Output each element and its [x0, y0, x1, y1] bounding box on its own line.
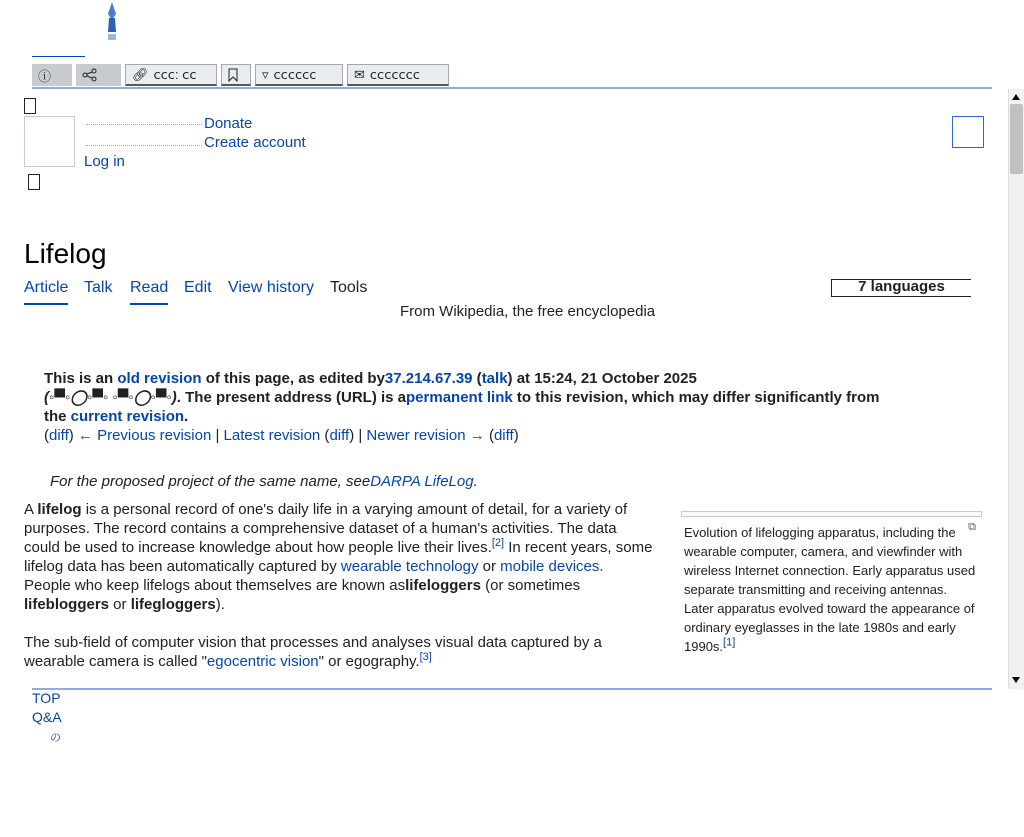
tab-talk[interactable]: Talk: [84, 279, 113, 296]
scroll-up-icon[interactable]: [1010, 90, 1022, 104]
tab-tools[interactable]: Tools: [330, 279, 368, 296]
footer-divider: [32, 688, 992, 690]
main-menu-checkbox[interactable]: [24, 98, 36, 114]
tab-view-history[interactable]: View history: [228, 279, 314, 296]
wiki-logo-placeholder[interactable]: [24, 116, 75, 167]
diff-link[interactable]: diff: [49, 427, 69, 444]
wearable-technology-link[interactable]: wearable technology: [340, 558, 479, 575]
divider-dots: [86, 124, 202, 125]
tagline: From Wikipedia, the free encyclopedia: [400, 303, 656, 320]
scrollbar-thumb[interactable]: [1010, 104, 1023, 174]
toc-checkbox[interactable]: [28, 174, 40, 190]
page-scrollbar[interactable]: [1008, 89, 1024, 689]
link-icon: 🔗︎: [132, 66, 149, 82]
dropdown-button[interactable]: [255, 64, 343, 86]
bookmark-icon: [228, 68, 238, 82]
dropdown-label: ⅽⅽⅽⅽⅽⅽ: [273, 66, 317, 82]
scroll-down-icon[interactable]: [1010, 673, 1022, 687]
thumbnail-figure: [681, 511, 982, 656]
diff-link[interactable]: diff: [329, 427, 350, 444]
info-icon: ⓘ: [38, 68, 52, 84]
link-button[interactable]: [125, 64, 217, 86]
ref-link[interactable]: [1]: [723, 636, 736, 649]
footer-glyph-link[interactable]: の: [50, 732, 61, 744]
thumbnail-caption: Evolution of lifelogging apparatus, including the wearable computer, camera, and viewfinder with wireless Internet connection. Early apparatus used separate transmitting and receiving antennas. Later apparatus evolved toward the appearance of ordinary eyeglasses in the late 1980s and early 1990s.[1]: [684, 525, 976, 654]
revision-notice: This is an old revision of this page, as edited by37.214.67.39 (talk) at 15:24, 21 October 2025 (◦▀◦◯◦▀◦ ◦▀◦◯◦▀◦). The present address (URL) is apermanent link to this revision, which may differ significantly from the current revision. (diff) ← Previous revision | Latest revision (diff) | Newer revision → (diff): [44, 370, 880, 444]
second-paragraph: The sub-field of computer vision that processes and analyses visual data captured by a wearable camera is called "egocentric vision" or egography.[3]: [24, 634, 602, 670]
triangle-down-icon: ▿: [262, 66, 269, 82]
tab-article[interactable]: Article: [24, 279, 68, 305]
divider-dots: [86, 145, 202, 146]
share-button[interactable]: [76, 64, 121, 86]
darpa-lifelog-link[interactable]: DARPA LifeLog: [370, 473, 474, 490]
mobile-devices-link[interactable]: mobile devices: [500, 558, 600, 575]
share-icon: [82, 68, 98, 82]
info-button[interactable]: [32, 64, 72, 86]
newer-revision-link[interactable]: Newer revision →: [366, 427, 485, 444]
latest-revision-link[interactable]: Latest revision: [223, 427, 321, 444]
mail-icon: ✉: [354, 66, 365, 82]
donate-link[interactable]: Donate: [204, 115, 253, 132]
toolbar-divider: [32, 87, 992, 89]
site-logo[interactable]: [104, 0, 120, 44]
mail-label: ⅽⅽⅽⅽⅽⅽⅽ: [369, 66, 420, 82]
diff-link[interactable]: diff: [493, 427, 514, 444]
top-link[interactable]: TOP: [32, 690, 61, 706]
hatnote: For the proposed project of the same name, seeDARPA LifeLog.: [50, 473, 478, 490]
create-account-link[interactable]: Create account: [204, 134, 306, 151]
ref-link[interactable]: [2]: [491, 537, 505, 549]
talk-link[interactable]: talk: [481, 370, 508, 387]
ref-link[interactable]: [3]: [419, 651, 432, 663]
permanent-link[interactable]: permanent link: [406, 389, 513, 406]
tab-read[interactable]: Read: [130, 279, 168, 305]
logo-underline: [32, 56, 85, 57]
qa-link[interactable]: Q&A: [32, 709, 62, 725]
enlarge-icon[interactable]: ⧉: [968, 521, 976, 533]
egocentric-vision-link[interactable]: egocentric vision: [206, 653, 319, 670]
current-revision-link[interactable]: current revision: [70, 408, 185, 425]
tab-edit[interactable]: Edit: [184, 279, 212, 296]
glyph-row: (◦▀◦◯◦▀◦ ◦▀◦◯◦▀◦): [44, 389, 177, 406]
page-title: Lifelog: [24, 238, 107, 269]
language-selector[interactable]: 7 languages: [831, 279, 971, 297]
editor-link[interactable]: 37.214.67.39: [384, 370, 473, 387]
bookmark-button[interactable]: [221, 64, 251, 86]
intro-paragraph: A lifelog is a personal record of one's daily life in a varying amount of detail, for a variety of purposes. The record contains a comprehensive dataset of a human's activities. The data could be used to increase knowledge about how people live their lives.[2] In recent years, some lifelog data has been automatically captured by wearable technology or mobile devices. People who keep lifelogs about themselves are known aslifeloggers (or sometimes lifebloggers or lifegloggers).: [24, 501, 653, 613]
previous-revision-link[interactable]: ← Previous revision: [77, 427, 212, 444]
link-label: ⅽⅽⅽ: ⅽⅽ: [153, 66, 197, 82]
old-revision-link[interactable]: old revision: [117, 370, 202, 387]
mail-button[interactable]: [347, 64, 449, 86]
search-button[interactable]: [952, 116, 984, 148]
login-link[interactable]: Log in: [84, 153, 125, 170]
